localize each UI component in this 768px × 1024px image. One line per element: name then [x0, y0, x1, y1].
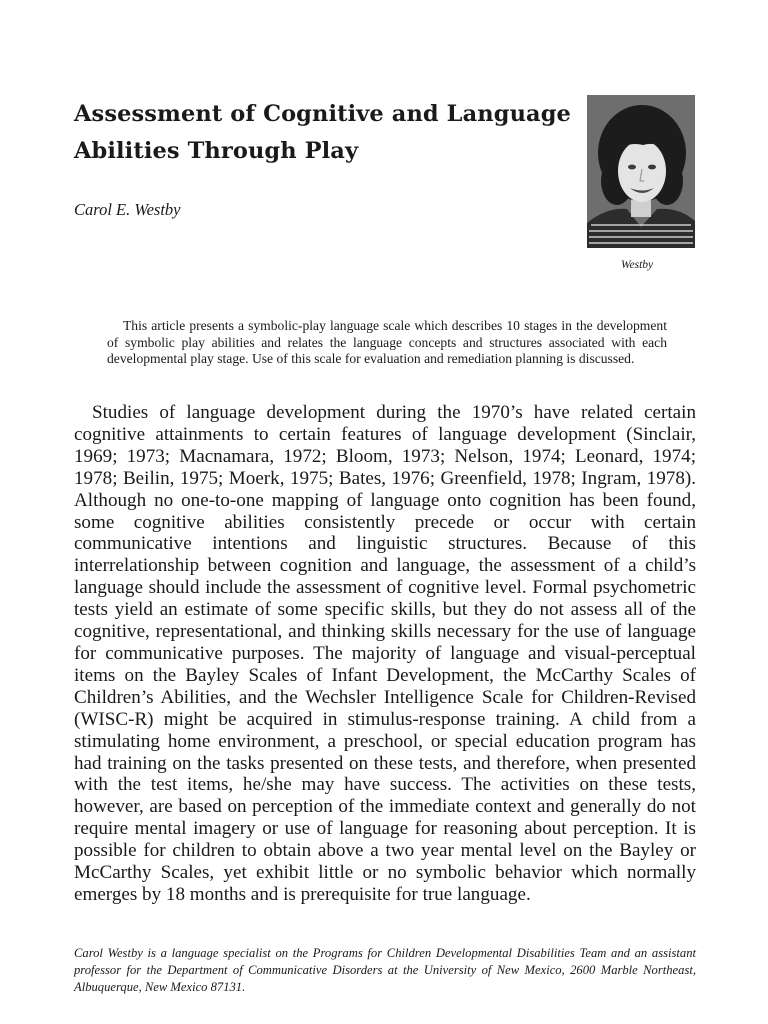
author-footnote: Carol Westby is a language specialist on the Programs for Children Developmental Disabilities Team and an assistant professor for the Department of Communicative Disorders at the University of New Mexico, 2600 Marble Northeast, Albuquerque, New Mexico 87131. [74, 946, 696, 994]
body-paragraph: Studies of language development during the 1970’s have related certain cognitive attainments to certain features of language development (Sinclair, 1969; 1973; Macnamara, 1972; Bloom, 1973; Nelson, 1974; Leonard, 1974; 1978; Beilin, 1975; Moerk, 1975; Bates, 1976; Greenfield, 1978; Ingram, 1978). Although no one-to-one mapping of language onto cognition has been found, some cognitive abilities consistently precede or occur with certain communicative intentions and linguistic structures. Because of this interrelationship between cognition and language, the assessment of a child’s language should include the assessment of cognitive level. Formal psychometric tests yield an estimate of some specific skills, but they do not assess all of the cognitive, representational, and thinking skills necessary for the use of language for communicative purposes. The majority of language and visual-perceptual items on the Bayley Scales of Infant Development, the McCarthy Scales of Children’s Abilities, and the Wechsler Intelligence Scale for Children-Revised (WISC-R) might be acquired in stimulus-response training. A child from a stimulating home environment, a preschool, or special education program has had training on the tasks presented on these tests, and therefore, when presented with the test items, he/she may have success. The activities on these tests, however, are based on perception of the immediate context and generally do not require mental imagery or use of language for reasoning about perception. It is possible for children to obtain above a two year mental level on the Bayley or McCarthy Scales, yet exhibit little or no symbolic behavior which normally emerges by 18 months and is prerequisite for true language. [74, 402, 696, 905]
article-title: Assessment of Cognitive and Language Abilities Through Play [74, 101, 571, 164]
photo-caption: Westby [621, 259, 654, 271]
abstract: This article presents a symbolic-play language scale which describes 10 stages in the development of symbolic play abilities and relates the language concepts and structures associated with each developmental play stage. Use of this scale for evaluation and remediation planning is discussed. [107, 318, 667, 367]
author-name: Carol E. Westby [74, 200, 181, 219]
author-photo [587, 95, 695, 248]
author-portrait-graphic [587, 95, 695, 248]
